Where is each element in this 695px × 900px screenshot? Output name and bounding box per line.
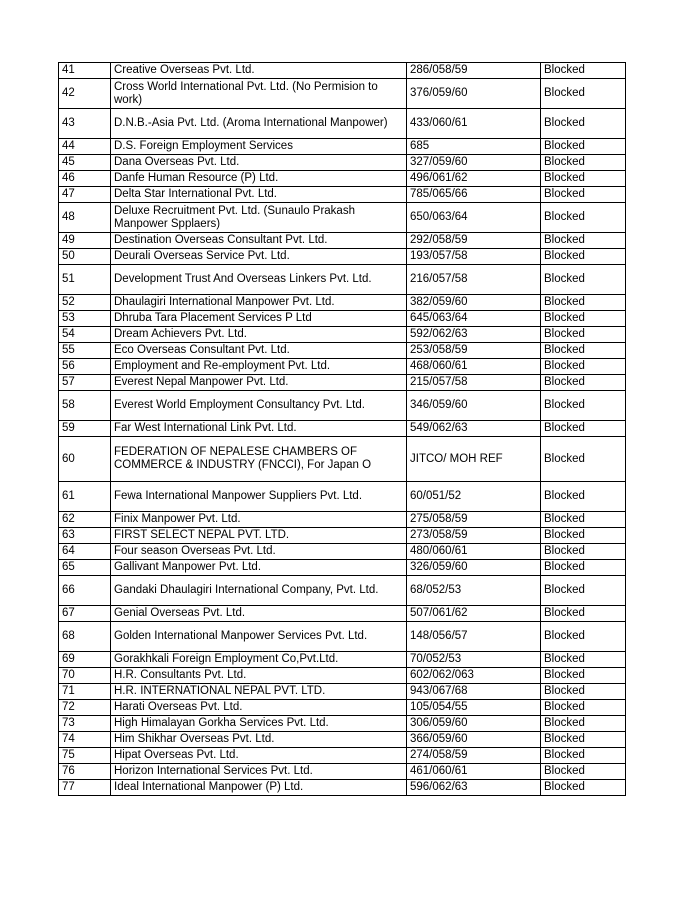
agency-name-cell: Golden International Manpower Services Pvt. Ltd.: [111, 622, 407, 652]
table-row: [59, 528, 626, 544]
row-number-cell: 41: [59, 63, 111, 79]
status-cell: Blocked: [541, 606, 626, 622]
status-cell: Blocked: [541, 421, 626, 437]
status-cell: Blocked: [541, 155, 626, 171]
registration-number-cell: 70/052/53: [407, 652, 541, 668]
agency-name-cell: High Himalayan Gorkha Services Pvt. Ltd.: [111, 716, 407, 732]
table-row: [59, 343, 626, 359]
row-number-cell: 48: [59, 203, 111, 233]
row-number-cell: 71: [59, 684, 111, 700]
row-number-cell: 73: [59, 716, 111, 732]
row-number-cell: 70: [59, 668, 111, 684]
table-row: [59, 265, 626, 295]
table-row: [59, 606, 626, 622]
registration-number-cell: 943/067/68: [407, 684, 541, 700]
registration-number-cell: 215/057/58: [407, 375, 541, 391]
status-cell: Blocked: [541, 652, 626, 668]
table-row: [59, 375, 626, 391]
agency-name-cell: D.N.B.-Asia Pvt. Ltd. (Aroma International Manpower): [111, 109, 407, 139]
table-row: [59, 512, 626, 528]
row-number-cell: 68: [59, 622, 111, 652]
status-cell: Blocked: [541, 343, 626, 359]
row-number-cell: 69: [59, 652, 111, 668]
status-cell: Blocked: [541, 79, 626, 109]
registration-number-cell: 306/059/60: [407, 716, 541, 732]
table-row: [59, 187, 626, 203]
status-cell: Blocked: [541, 528, 626, 544]
row-number-cell: 64: [59, 544, 111, 560]
table-row: [59, 359, 626, 375]
registration-number-cell: 105/054/55: [407, 700, 541, 716]
status-cell: Blocked: [541, 780, 626, 796]
status-cell: Blocked: [541, 622, 626, 652]
registration-number-cell: 273/058/59: [407, 528, 541, 544]
table-row: [59, 622, 626, 652]
status-cell: Blocked: [541, 732, 626, 748]
status-cell: Blocked: [541, 560, 626, 576]
agency-name-cell: Hipat Overseas Pvt. Ltd.: [111, 748, 407, 764]
status-cell: Blocked: [541, 512, 626, 528]
row-number-cell: 49: [59, 233, 111, 249]
registration-number-cell: 433/060/61: [407, 109, 541, 139]
table-row: [59, 139, 626, 155]
registration-number-cell: 461/060/61: [407, 764, 541, 780]
table-row: [59, 391, 626, 421]
registration-number-cell: 376/059/60: [407, 79, 541, 109]
table-row: [59, 716, 626, 732]
agency-name-cell: Dana Overseas Pvt. Ltd.: [111, 155, 407, 171]
agency-name-cell: Four season Overseas Pvt. Ltd.: [111, 544, 407, 560]
registration-number-cell: 346/059/60: [407, 391, 541, 421]
status-cell: Blocked: [541, 576, 626, 606]
registration-number-cell: 496/061/62: [407, 171, 541, 187]
row-number-cell: 52: [59, 295, 111, 311]
registration-number-cell: 275/058/59: [407, 512, 541, 528]
agency-name-cell: Harati Overseas Pvt. Ltd.: [111, 700, 407, 716]
status-cell: Blocked: [541, 311, 626, 327]
registration-number-cell: 253/058/59: [407, 343, 541, 359]
registration-number-cell: 785/065/66: [407, 187, 541, 203]
table-row: [59, 437, 626, 482]
status-cell: Blocked: [541, 544, 626, 560]
status-cell: Blocked: [541, 764, 626, 780]
status-cell: Blocked: [541, 63, 626, 79]
row-number-cell: 61: [59, 482, 111, 512]
table-row: [59, 421, 626, 437]
status-cell: Blocked: [541, 668, 626, 684]
registration-number-cell: 596/062/63: [407, 780, 541, 796]
table-row: [59, 576, 626, 606]
row-number-cell: 47: [59, 187, 111, 203]
agency-name-cell: Far West International Link Pvt. Ltd.: [111, 421, 407, 437]
agency-name-cell: Destination Overseas Consultant Pvt. Ltd.: [111, 233, 407, 249]
status-cell: Blocked: [541, 437, 626, 482]
agency-name-cell: FIRST SELECT NEPAL PVT. LTD.: [111, 528, 407, 544]
registration-number-cell: 148/056/57: [407, 622, 541, 652]
agency-name-cell: Deurali Overseas Service Pvt. Ltd.: [111, 249, 407, 265]
registration-number-cell: 685: [407, 139, 541, 155]
table-row: [59, 684, 626, 700]
registration-number-cell: 327/059/60: [407, 155, 541, 171]
table-row: [59, 748, 626, 764]
table-row: [59, 311, 626, 327]
registration-number-cell: 193/057/58: [407, 249, 541, 265]
status-cell: Blocked: [541, 684, 626, 700]
registration-number-cell: 592/062/63: [407, 327, 541, 343]
table-row: [59, 249, 626, 265]
agency-name-cell: Ideal International Manpower (P) Ltd.: [111, 780, 407, 796]
registration-number-cell: 68/052/53: [407, 576, 541, 606]
row-number-cell: 77: [59, 780, 111, 796]
table-row: [59, 79, 626, 109]
status-cell: Blocked: [541, 139, 626, 155]
table-row: [59, 652, 626, 668]
row-number-cell: 65: [59, 560, 111, 576]
row-number-cell: 45: [59, 155, 111, 171]
agency-name-cell: Everest Nepal Manpower Pvt. Ltd.: [111, 375, 407, 391]
registration-number-cell: 216/057/58: [407, 265, 541, 295]
agency-name-cell: Dhaulagiri International Manpower Pvt. Ltd.: [111, 295, 407, 311]
agency-name-cell: Eco Overseas Consultant Pvt. Ltd.: [111, 343, 407, 359]
table-row: [59, 63, 626, 79]
agency-name-cell: Dhruba Tara Placement Services P Ltd: [111, 311, 407, 327]
agency-name-cell: Him Shikhar Overseas Pvt. Ltd.: [111, 732, 407, 748]
agency-name-cell: Deluxe Recruitment Pvt. Ltd. (Sunaulo Prakash Manpower Spplaers): [111, 203, 407, 233]
row-number-cell: 75: [59, 748, 111, 764]
table-row: [59, 295, 626, 311]
table-row: [59, 109, 626, 139]
agency-name-cell: Creative Overseas Pvt. Ltd.: [111, 63, 407, 79]
table-row: [59, 560, 626, 576]
row-number-cell: 55: [59, 343, 111, 359]
agency-table: [58, 62, 626, 796]
status-cell: Blocked: [541, 171, 626, 187]
row-number-cell: 60: [59, 437, 111, 482]
agency-table-body: [59, 63, 626, 796]
agency-name-cell: Genial Overseas Pvt. Ltd.: [111, 606, 407, 622]
agency-name-cell: Delta Star International Pvt. Ltd.: [111, 187, 407, 203]
table-row: [59, 233, 626, 249]
registration-number-cell: 650/063/64: [407, 203, 541, 233]
status-cell: Blocked: [541, 295, 626, 311]
row-number-cell: 56: [59, 359, 111, 375]
agency-name-cell: H.R. INTERNATIONAL NEPAL PVT. LTD.: [111, 684, 407, 700]
registration-number-cell: 645/063/64: [407, 311, 541, 327]
table-row: [59, 482, 626, 512]
row-number-cell: 46: [59, 171, 111, 187]
row-number-cell: 51: [59, 265, 111, 295]
registration-number-cell: 326/059/60: [407, 560, 541, 576]
status-cell: Blocked: [541, 233, 626, 249]
row-number-cell: 57: [59, 375, 111, 391]
registration-number-cell: 382/059/60: [407, 295, 541, 311]
agency-name-cell: Cross World International Pvt. Ltd. (No Permision to work): [111, 79, 407, 109]
registration-number-cell: 549/062/63: [407, 421, 541, 437]
status-cell: Blocked: [541, 748, 626, 764]
row-number-cell: 44: [59, 139, 111, 155]
status-cell: Blocked: [541, 375, 626, 391]
status-cell: Blocked: [541, 203, 626, 233]
agency-name-cell: Employment and Re-employment Pvt. Ltd.: [111, 359, 407, 375]
registration-number-cell: 60/051/52: [407, 482, 541, 512]
agency-name-cell: D.S. Foreign Employment Services: [111, 139, 407, 155]
row-number-cell: 62: [59, 512, 111, 528]
agency-name-cell: Danfe Human Resource (P) Ltd.: [111, 171, 407, 187]
row-number-cell: 58: [59, 391, 111, 421]
status-cell: Blocked: [541, 187, 626, 203]
agency-name-cell: Fewa International Manpower Suppliers Pvt. Ltd.: [111, 482, 407, 512]
status-cell: Blocked: [541, 265, 626, 295]
registration-number-cell: JITCO/ MOH REF: [407, 437, 541, 482]
row-number-cell: 54: [59, 327, 111, 343]
status-cell: Blocked: [541, 700, 626, 716]
registration-number-cell: 286/058/59: [407, 63, 541, 79]
table-row: [59, 700, 626, 716]
agency-name-cell: H.R. Consultants Pvt. Ltd.: [111, 668, 407, 684]
table-row: [59, 203, 626, 233]
row-number-cell: 74: [59, 732, 111, 748]
row-number-cell: 72: [59, 700, 111, 716]
agency-name-cell: Gorakhkali Foreign Employment Co,Pvt.Ltd.: [111, 652, 407, 668]
registration-number-cell: 602/062/063: [407, 668, 541, 684]
registration-number-cell: 274/058/59: [407, 748, 541, 764]
status-cell: Blocked: [541, 716, 626, 732]
status-cell: Blocked: [541, 359, 626, 375]
row-number-cell: 53: [59, 311, 111, 327]
row-number-cell: 59: [59, 421, 111, 437]
agency-name-cell: Development Trust And Overseas Linkers Pvt. Ltd.: [111, 265, 407, 295]
status-cell: Blocked: [541, 327, 626, 343]
agency-name-cell: Gallivant Manpower Pvt. Ltd.: [111, 560, 407, 576]
agency-name-cell: Gandaki Dhaulagiri International Company, Pvt. Ltd.: [111, 576, 407, 606]
registration-number-cell: 292/058/59: [407, 233, 541, 249]
row-number-cell: 42: [59, 79, 111, 109]
table-row: [59, 764, 626, 780]
agency-name-cell: FEDERATION OF NEPALESE CHAMBERS OF COMMERCE & INDUSTRY (FNCCI), For Japan O: [111, 437, 407, 482]
table-row: [59, 780, 626, 796]
row-number-cell: 76: [59, 764, 111, 780]
table-row: [59, 668, 626, 684]
registration-number-cell: 480/060/61: [407, 544, 541, 560]
agency-name-cell: Finix Manpower Pvt. Ltd.: [111, 512, 407, 528]
agency-name-cell: Horizon International Services Pvt. Ltd.: [111, 764, 407, 780]
row-number-cell: 66: [59, 576, 111, 606]
status-cell: Blocked: [541, 391, 626, 421]
table-row: [59, 732, 626, 748]
table-row: [59, 155, 626, 171]
row-number-cell: 50: [59, 249, 111, 265]
status-cell: Blocked: [541, 249, 626, 265]
row-number-cell: 63: [59, 528, 111, 544]
row-number-cell: 43: [59, 109, 111, 139]
table-row: [59, 544, 626, 560]
registration-number-cell: 366/059/60: [407, 732, 541, 748]
table-row: [59, 171, 626, 187]
agency-name-cell: Dream Achievers Pvt. Ltd.: [111, 327, 407, 343]
table-row: [59, 327, 626, 343]
agency-name-cell: Everest World Employment Consultancy Pvt. Ltd.: [111, 391, 407, 421]
status-cell: Blocked: [541, 482, 626, 512]
registration-number-cell: 468/060/61: [407, 359, 541, 375]
row-number-cell: 67: [59, 606, 111, 622]
status-cell: Blocked: [541, 109, 626, 139]
registration-number-cell: 507/061/62: [407, 606, 541, 622]
